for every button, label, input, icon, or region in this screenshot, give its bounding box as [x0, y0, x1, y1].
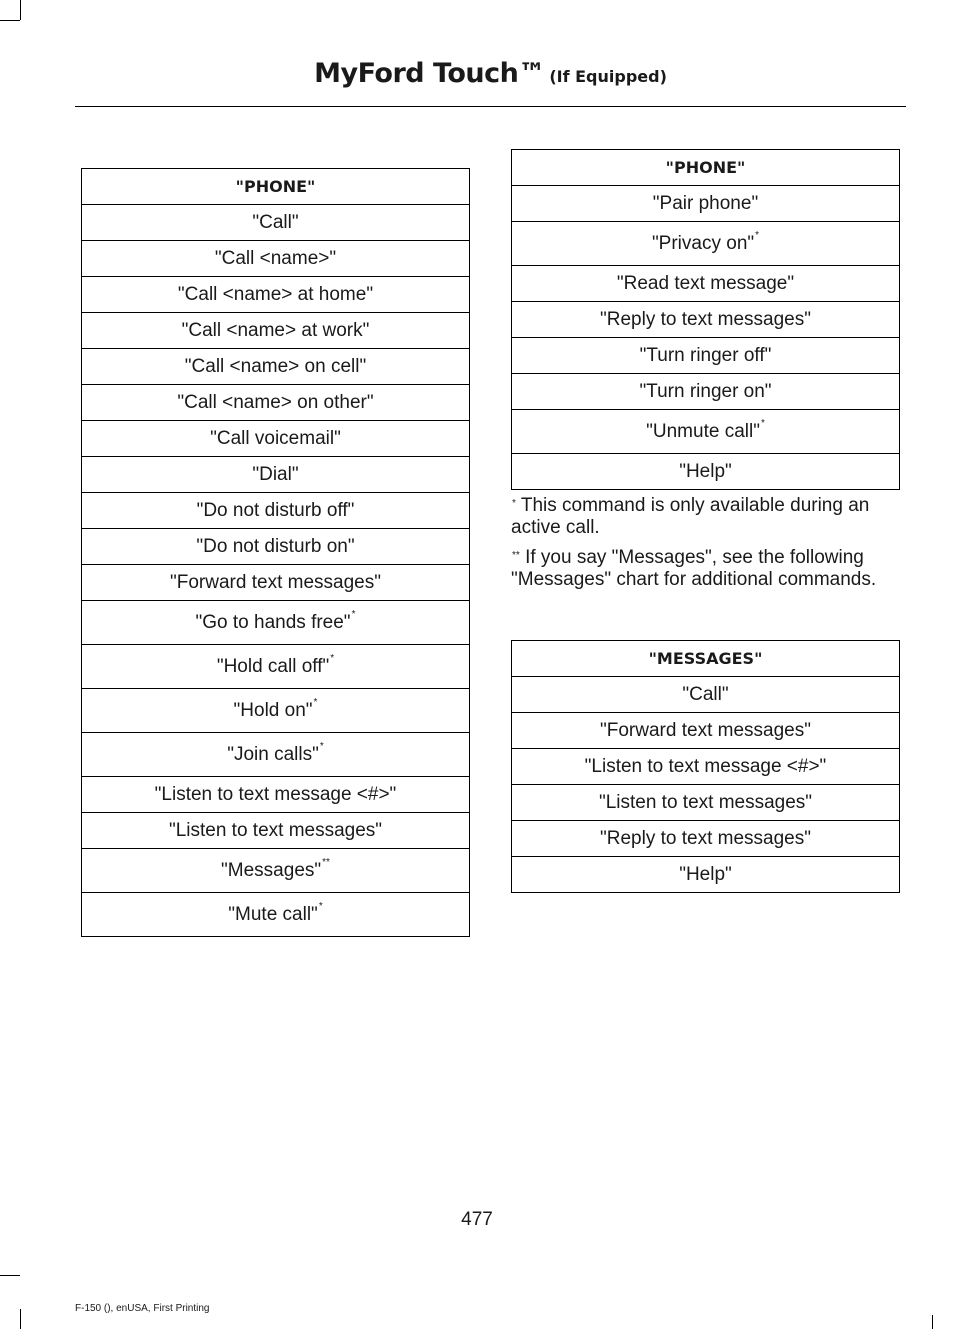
table-row	[82, 349, 470, 385]
command-cell	[82, 313, 470, 349]
command-text: "Listen to text message <#>"	[154, 783, 397, 805]
crop-mark-bottom-left	[20, 1309, 21, 1329]
command-text: "Reply to text messages"	[600, 308, 811, 330]
command-cell	[82, 457, 470, 493]
table-row	[82, 733, 470, 777]
table-row	[82, 277, 470, 313]
command-text: "Help"	[679, 863, 732, 885]
command-cell	[82, 777, 470, 813]
table-row	[82, 457, 470, 493]
command-cell	[82, 565, 470, 601]
command-text: "Do not disturb on"	[196, 535, 355, 557]
command-text: "Turn ringer on"	[639, 380, 772, 402]
command-text: "Listen to text messages"	[598, 791, 813, 813]
table-row	[82, 421, 470, 457]
command-cell	[512, 857, 900, 893]
table-heading: "PHONE"	[82, 169, 470, 205]
page-number: 477	[461, 1209, 493, 1230]
command-cell	[82, 277, 470, 313]
command-cell	[512, 713, 900, 749]
table-row	[82, 689, 470, 733]
table-row	[82, 645, 470, 689]
phone-commands-table	[81, 168, 470, 937]
crop-mark-top-left	[20, 0, 21, 20]
command-text: "Messages"	[221, 859, 322, 881]
table-row	[512, 454, 900, 490]
table-row	[512, 785, 900, 821]
phone-commands-table-continued	[511, 149, 900, 490]
command-text: "Reply to text messages"	[600, 827, 811, 849]
table-row	[512, 749, 900, 785]
table-row	[512, 677, 900, 713]
command-cell	[512, 374, 900, 410]
command-text: "Listen to text messages"	[168, 819, 383, 841]
command-text: "Call <name> on cell"	[184, 355, 367, 377]
table-row	[82, 493, 470, 529]
command-text: "Call <name> at home"	[177, 283, 374, 305]
command-cell	[82, 205, 470, 241]
command-cell	[512, 222, 900, 266]
command-text: "Do not disturb off"	[196, 499, 355, 521]
command-text: "Forward text messages"	[600, 719, 811, 741]
footnote-mark: *	[319, 740, 324, 752]
command-text: "Help"	[679, 460, 732, 482]
command-text: "Call <name>"	[214, 247, 337, 269]
command-cell	[82, 349, 470, 385]
command-text: "Read text message"	[616, 272, 795, 294]
table-row	[512, 821, 900, 857]
table-row	[82, 849, 470, 893]
print-footer: F-150 (), enUSA, First Printing	[75, 1303, 210, 1314]
table-row	[512, 266, 900, 302]
command-cell	[512, 785, 900, 821]
footnote-mark: *	[330, 652, 335, 664]
table-row	[82, 601, 470, 645]
command-text: "Call voicemail"	[210, 427, 341, 449]
table-row	[512, 713, 900, 749]
command-cell	[512, 338, 900, 374]
table-row	[82, 777, 470, 813]
footnotes	[511, 495, 906, 599]
command-text: "Pair phone"	[652, 192, 759, 214]
command-cell	[82, 689, 470, 733]
table-row	[82, 529, 470, 565]
footnote-mark: *	[760, 417, 765, 429]
command-cell	[512, 266, 900, 302]
table-row	[512, 374, 900, 410]
footnote-mark: *	[755, 229, 760, 241]
command-cell	[512, 454, 900, 490]
command-cell	[82, 813, 470, 849]
command-cell	[82, 733, 470, 777]
table-row	[512, 302, 900, 338]
table-row	[82, 313, 470, 349]
command-cell	[82, 493, 470, 529]
table-row	[82, 205, 470, 241]
table-row	[512, 857, 900, 893]
table-row	[82, 893, 470, 937]
command-text: "Privacy on"	[651, 232, 755, 254]
command-cell	[512, 302, 900, 338]
command-text: "Unmute call"	[646, 420, 760, 442]
table-row	[512, 222, 900, 266]
command-text: "Go to hands free"	[195, 611, 351, 633]
footnote: * This command is only available during an active call.	[511, 495, 870, 538]
command-cell	[82, 849, 470, 893]
table-row	[82, 241, 470, 277]
table-row	[82, 565, 470, 601]
table-row	[82, 813, 470, 849]
messages-commands-table	[511, 640, 900, 893]
command-cell	[82, 241, 470, 277]
command-text: "Call"	[252, 211, 299, 233]
page-header	[75, 52, 906, 107]
command-text: "Hold on"	[233, 699, 313, 721]
command-cell	[82, 529, 470, 565]
table-row	[82, 385, 470, 421]
table-row	[512, 410, 900, 454]
command-text: "Turn ringer off"	[639, 344, 772, 366]
command-cell	[82, 601, 470, 645]
page-subtitle: (If Equipped)	[549, 67, 667, 86]
command-cell	[512, 821, 900, 857]
table-heading: "MESSAGES"	[512, 641, 900, 677]
table-row	[512, 338, 900, 374]
footnote-mark: *	[351, 608, 356, 620]
command-cell	[82, 421, 470, 457]
command-text: "Mute call"	[228, 903, 318, 925]
command-text: "Join calls"	[227, 743, 319, 765]
table-row	[512, 186, 900, 222]
command-text: "Forward text messages"	[170, 571, 381, 593]
command-text: "Call"	[682, 683, 729, 705]
command-cell	[512, 749, 900, 785]
page-title: MyFord Touch™	[314, 58, 545, 89]
command-cell	[512, 186, 900, 222]
command-cell	[512, 410, 900, 454]
command-text: "Listen to text message <#>"	[584, 755, 827, 777]
crop-mark-top-left	[0, 20, 20, 21]
command-cell	[82, 385, 470, 421]
footnote: ** If you say "Messages", see the following "Messages" chart for additional commands.	[511, 547, 877, 590]
command-text: "Hold call off"	[216, 655, 330, 677]
command-text: "Call <name> at work"	[181, 319, 370, 341]
footnote-mark: **	[322, 856, 330, 868]
command-text: "Dial"	[252, 463, 299, 485]
footnote-mark: *	[313, 696, 318, 708]
command-cell	[82, 645, 470, 689]
command-cell	[82, 893, 470, 937]
table-heading: "PHONE"	[512, 150, 900, 186]
footnote-mark: *	[318, 900, 323, 912]
crop-mark-bottom-right	[932, 1315, 933, 1329]
command-text: "Call <name> on other"	[177, 391, 374, 413]
crop-mark-bottom-left	[0, 1275, 20, 1276]
command-cell	[512, 677, 900, 713]
